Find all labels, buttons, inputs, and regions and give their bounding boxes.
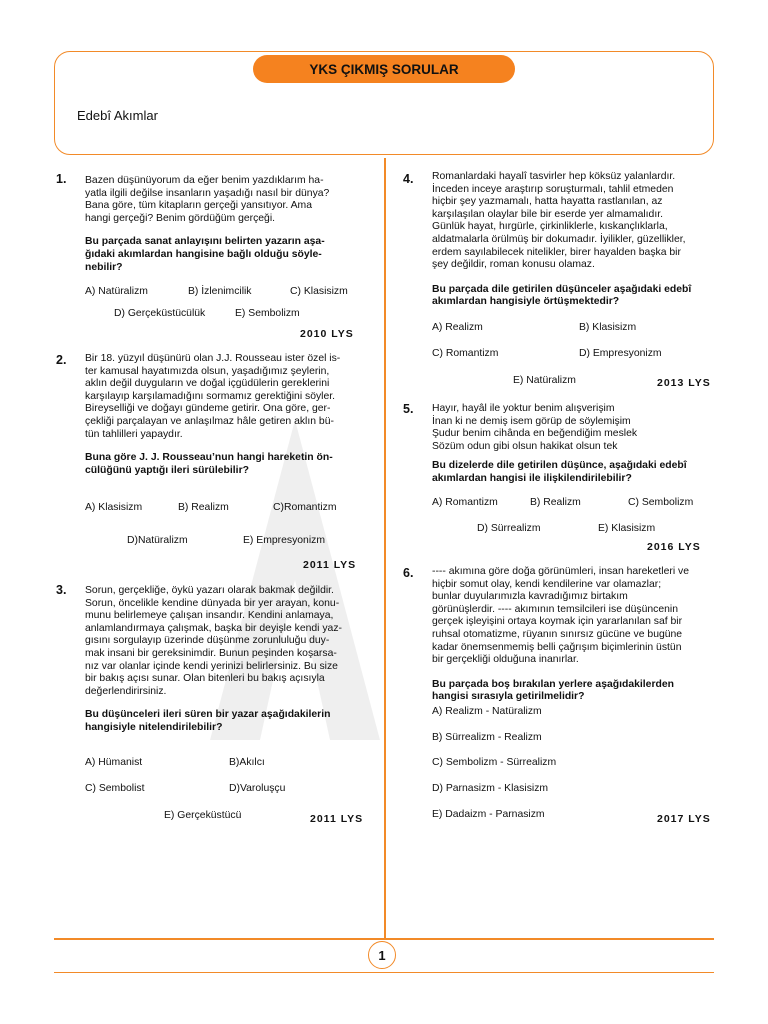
option-e[interactable]: E) Klasisizm (598, 523, 656, 534)
question-prompt: Bu dizelerde dile getirilen düşünce, aşağıdaki edebî akımlardan hangisi ile ilişkilendirilebilir? (432, 460, 687, 484)
header-title: YKS ÇIKMIŞ SORULAR (253, 55, 515, 83)
option-c[interactable]: C) Klasisizm (290, 286, 348, 297)
option-d[interactable]: D)Natüralizm (127, 535, 188, 546)
option-c[interactable]: C)Romantizm (273, 502, 337, 513)
option-b[interactable]: B) Klasisizm (579, 322, 637, 333)
question-number: 5. (403, 402, 414, 416)
question-number: 4. (403, 172, 414, 186)
option-e[interactable]: E) Sembolizm (235, 308, 300, 319)
option-c[interactable]: C) Sembolizm - Sürrealizm (432, 757, 557, 768)
exam-year: 2016 LYS (647, 541, 701, 553)
option-a[interactable]: A) Klasisizm (85, 502, 143, 513)
question-number: 2. (56, 353, 67, 367)
option-a[interactable]: A) Romantizm (432, 497, 498, 508)
option-d[interactable]: D) Parnasizm - Klasisizm (432, 783, 549, 794)
column-divider (384, 158, 386, 938)
exam-year: 2017 LYS (657, 813, 711, 825)
option-d[interactable]: D) Gerçeküstücülük (114, 308, 206, 319)
option-e[interactable]: E) Dadaizm - Parnasizm (432, 809, 545, 820)
subject-title: Edebî Akımlar (77, 108, 158, 123)
question-stem: ---- akımına göre doğa görünümleri, insan hareketleri ve hiçbir somut olay, kendi kendilerine var olamazlar; bunlar duyularımızla kavradığımız birtakım görünüşlerdir. ---- akımının temsilcileri ise düşüncenin gerçek işleyişini ortaya koymak için yararlanılan saf bir ruhsal otomatizme, rüyanın sınırsız gücüne ve bugüne kadar önemsenmemiş belli çağrışım biçimlerinin üstün bir gerçekliği olduğuna inanırlar. (432, 566, 690, 666)
question-stem: Bazen düşünüyorum da eğer benim yazdıklarım ha- yatla ilgili değilse insanların yaşadığı nasıl bir dünya? Bana göre, tüm kitapların gerçeği yansıtıyor. Ama hangi gerçeği? Benim gördüğüm gerçeği. (85, 175, 330, 224)
exam-year: 2011 LYS (310, 813, 364, 825)
question-stem: Sorun, gerçekliğe, öykü yazarı olarak bakmak değildir. Sorun, öncelikle kendine dünyada bir yer arayan, konu- munu belirlemeye çalışan insandır. Kendini anlamaya, anlamlandırmaya çalışmak, başka bir deyişle kendi yaz- gısını sorgulayıp üzerinde düşünme zorunluluğu duy- mak insani bir gereksinimdir. Bunun peşinden koşarsa- nız var olanlar içinde kendi yerinizi belirlersiniz. Bu size bir bakış açısı sunar. Olan bitenleri bu bakış açısıyla değerlendirirsiniz. (85, 585, 342, 697)
option-b[interactable]: B) İzlenimcilik (188, 286, 252, 297)
option-a[interactable]: A) Natüralizm (85, 286, 148, 297)
exam-year: 2013 LYS (657, 377, 711, 389)
option-b[interactable]: B)Akılcı (229, 757, 265, 768)
option-b[interactable]: B) Realizm (530, 497, 581, 508)
question-prompt: Bu düşünceleri ileri süren bir yazar aşağıdakilerin hangisiyle nitelendirilebilir? (85, 709, 331, 733)
option-d[interactable]: D)Varoluşçu (229, 783, 286, 794)
option-e[interactable]: E) Natüralizm (513, 375, 576, 386)
question-number: 6. (403, 566, 414, 580)
page-number: 1 (368, 941, 396, 969)
question-stem: Hayır, hayâl ile yoktur benim alışverişim İnan ki ne demiş isem görüp de söylemişim Şudur benim cihânda en beğendiğim meslek Sözüm odun gibi olsun hakikat olsun tek (432, 403, 638, 452)
question-prompt: Bu parçada dile getirilen düşünceler aşağıdaki edebî akımlardan hangisiyle örtüşmektedir? (432, 283, 692, 308)
option-e[interactable]: E) Gerçeküstücü (164, 810, 242, 821)
option-a[interactable]: A) Hümanist (85, 757, 143, 768)
question-stem: Bir 18. yüzyıl düşünürü olan J.J. Rousseau ister özel is- ter kamusal hayatımızda olsun, yaşadığımız şeylerin, aklın değil duyguların ve doğal içgüdülerin gereklerini karşılayıp karşılamadığını sormamız gerektiğini söyler. Bireyselliği ve doğayı gündeme getirir. Ona göre, ger- çekliği parçalayan ve anlaşılmaz hâle getiren aklın bü- tün tahlilleri yapaydır. (85, 353, 341, 440)
option-b[interactable]: B) Realizm (178, 502, 229, 513)
option-d[interactable]: D) Empresyonizm (579, 348, 662, 359)
question-prompt: Buna göre J. J. Rousseau’nun hangi hareketin ön- cülüğünü yaptığı ileri sürülebilir? (85, 452, 333, 476)
option-a[interactable]: A) Realizm - Natüralizm (432, 706, 542, 717)
option-a[interactable]: A) Realizm (432, 322, 483, 333)
question-prompt: Bu parçada sanat anlayışını belirten yazarın aşa- ğıdaki akımlardan hangisine bağlı olduğu söyle- nebilir? (85, 236, 325, 273)
option-c[interactable]: C) Romantizm (432, 348, 499, 359)
option-c[interactable]: C) Sembolizm (628, 497, 694, 508)
exam-year: 2010 LYS (300, 328, 354, 340)
question-number: 3. (56, 583, 67, 597)
option-e[interactable]: E) Empresyonizm (243, 535, 325, 546)
question-stem: Romanlardaki hayalî tasvirler hep köksüz yalanlardır. İnceden inceye araştırıp soruşturmalı, tahlil etmeden hiçbir şey yazmamalı, hatta hayatta rastlanılan, az karşılaşılan olaylar bile bir eserde yer almamalıdır. Günlük hayat, hırgürle, çirkinliklerle, kıskançlıklarla, aldatmalarla örülmüş bir dokumadır. İyilikler, güzellikler, erdem sayılabilecek nitelikler, birer hayalden başka bir şey değildir, roman konusu olamaz. (432, 171, 686, 271)
option-b[interactable]: B) Sürrealizm - Realizm (432, 732, 542, 743)
bottom-rule (54, 972, 714, 973)
exam-year: 2011 LYS (303, 559, 357, 571)
footer-rule (54, 938, 714, 940)
question-number: 1. (56, 172, 67, 186)
question-prompt: Bu parçada boş bırakılan yerlere aşağıdakilerden hangisi sırasıyla getirilmelidir? (432, 678, 674, 703)
option-c[interactable]: C) Sembolist (85, 783, 145, 794)
option-d[interactable]: D) Sürrealizm (477, 523, 541, 534)
